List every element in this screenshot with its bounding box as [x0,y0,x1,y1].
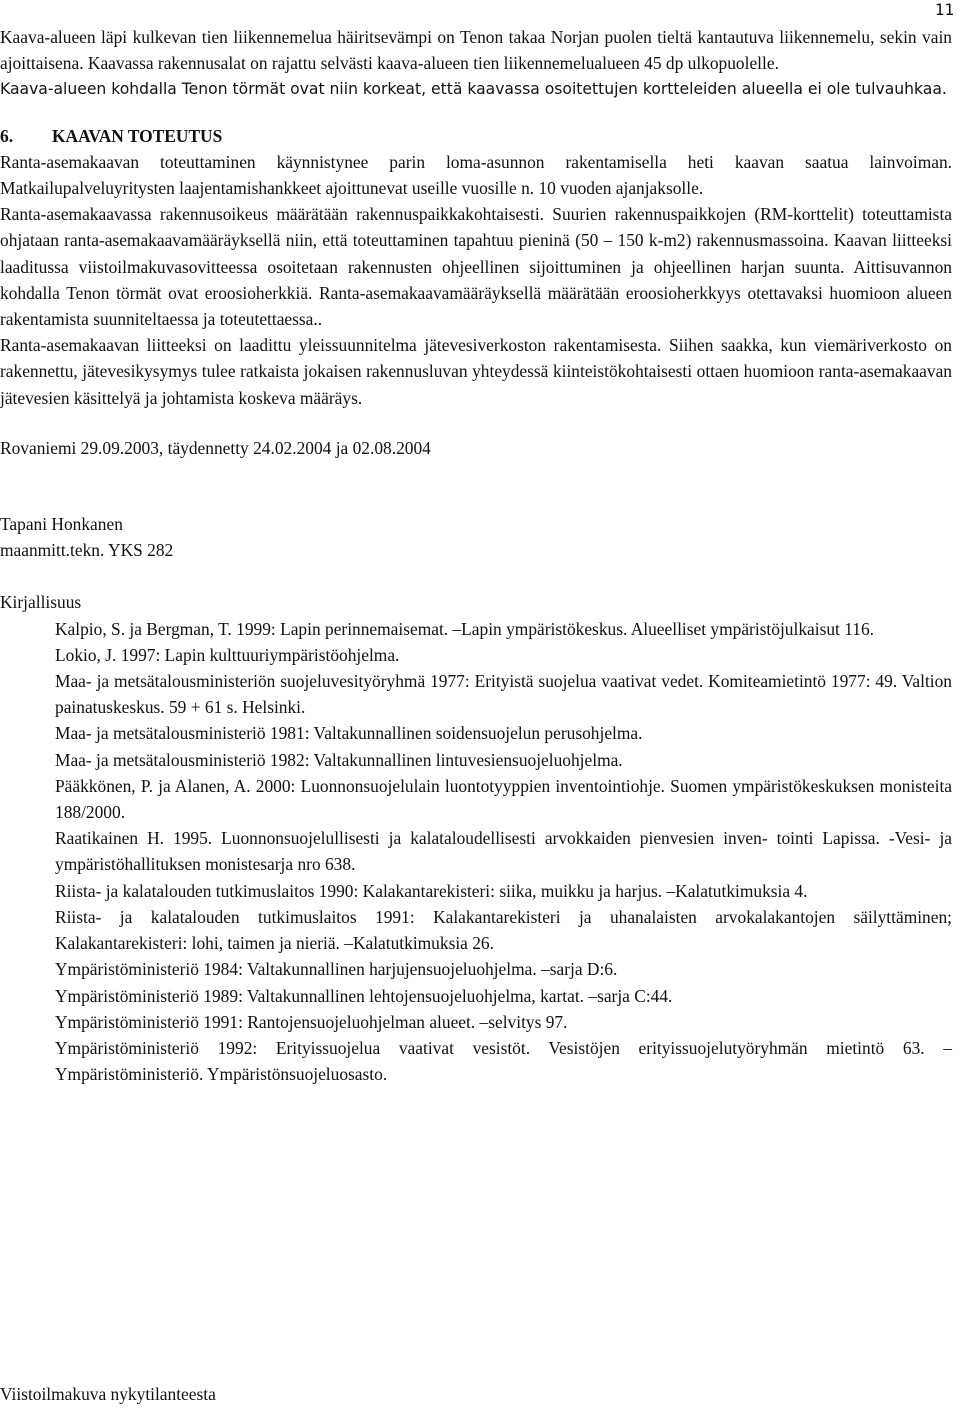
reference-item: Ympäristöministeriö 1991: Rantojensuojeluohjelman alueet. –selvitys 97. [55,1011,568,1032]
date-line: Rovaniemi 29.09.2003, täydennetty 24.02.2004 ja 02.08.2004 [0,437,431,458]
section-number: 6. [0,125,14,146]
reference-item: Ympäristöministeriö 1984: Valtakunnallinen harjujensuojeluohjelma. –sarja D:6. [55,959,618,980]
references-section [0,589,952,1087]
signature-block [0,511,952,563]
signature-name: Tapani Honkanen [0,514,123,535]
reference-item: Maa- ja metsätalousministeriön suojeluvesityöryhmä 1977: Erityistä suojelua vaativat vedet. Komiteamietintö 1977: 49. Valtion painatuskeskus. 59 + 61 s. Helsinki. [55,671,952,718]
intro-paragraph-flood: Kaava-alueen kohdalla Tenon törmät ovat niin korkeat, että kaavassa osoitettujen kortteleiden alueella ei ole tulvauhkaa. [0,80,947,99]
image-caption: Viistoilmakuva nykytilanteesta [0,1384,216,1404]
reference-item: Ympäristöministeriö 1989: Valtakunnallinen lehtojensuojeluohjelma, kartat. –sarja C:44. [55,985,673,1006]
reference-item: Lokio, J. 1997: Lapin kulttuuriympäristöohjelma. [55,644,400,665]
reference-item: Maa- ja metsätalousministeriö 1981: Valtakunnallinen soidensuojelun perusohjelma. [55,723,643,744]
reference-item: Maa- ja metsätalousministeriö 1982: Valtakunnallinen lintuvesiensuojeluohjelma. [55,749,623,770]
section-paragraph-implementation: Ranta-asemakaavan toteuttaminen käynnistynee parin loma-asunnon rakentamisella heti kaavan saatua lainvoiman. Matkailupalveluyritysten laajentamishankkeet ajoittunevat useille vuosille n. 10 vuoden ajanjaksolle. [0,151,952,199]
references-list [55,616,952,1088]
reference-item: Kalpio, S. ja Bergman, T. 1999: Lapin perinnemaisemat. –Lapin ympäristökeskus. Alueelliset ympäristöjulkaisut 116. [55,618,874,639]
document-body [0,24,952,1087]
intro-paragraph-noise: Kaava-alueen läpi kulkevan tien liikennemelua häiritsevämpi on Tenon takaa Norjan puolen tieltä kantautuva liikennemelu, sekin vain ajoittaisena. Kaavassa rakennusalat on rajattu selvästi kaava-alueen tien liikennemelualueen 45 dp ulkopuolelle. [0,27,952,74]
section-title: KAAVAN TOTEUTUS [52,125,223,146]
reference-item: Riista- ja kalatalouden tutkimuslaitos 1991: Kalakantarekisteri ja uhanalaisten arvokalakantojen säilyttäminen; Kalakantarekisteri: lohi, taimen ja nieriä. –Kalatutkimuksia 26. [55,906,952,954]
references-heading: Kirjallisuus [0,592,82,613]
section-heading [0,123,952,149]
section-paragraph-wastewater: Ranta-asemakaavan liitteeksi on laadittu yleissuunnitelma jätevesiverkoston rakentamisesta. Siihen saakka, kun viemäriverkosto on rakennettu, jätevesikysymys tulee ratkaista jokaisen rakennusluvan yhteydessä kiinteistökohtaisesti ottaen huomioon ranta-asemakaavan jätevesien käsittelyä ja johtamista koskeva määräys. [0,335,952,408]
reference-item: Pääkkönen, P. ja Alanen, A. 2000: Luonnonsuojelulain luontotyyppien inventointiohje. Suomen ympäristökeskuksen monisteita 188/2000. [55,775,952,823]
reference-item: Riista- ja kalatalouden tutkimuslaitos 1990: Kalakantarekisteri: siika, muikku ja harjus. –Kalatutkimuksia 4. [55,880,808,901]
section-paragraph-building-rights: Ranta-asemakaavassa rakennusoikeus määrätään rakennuspaikkakohtaisesti. Suurien rakennuspaikkojen (RM-korttelit) toteuttamista ohjataan ranta-asemakaavamääräyksellä niin, että toteuttaminen tapahtuu pieninä (50 – 150 k-m2) rakennusmassoina. Kaavan liitteeksi laaditussa viistoilmakuvasovitteessa osoitetaan rakennusten ohjeellinen sijoittuminen ja ohjeellinen harjan suunta. Aittisuvannon kohdalla Tenon törmät ovat eroosioherkkiä. Ranta-asemakaavamääräyksellä määrätään eroosioherkkyys otettavaksi huomioon alueen rakentamista suunniteltaessa ja toteutettaessa.. [0,204,952,330]
reference-item: Ympäristöministeriö 1992: Erityissuojelua vaativat vesistöt. Vesistöjen erityissuojelutyöryhmän mietintö 63. –Ympäristöministeriö. Ympäristönsuojeluosasto. [55,1037,952,1085]
page-number: 11 [934,0,954,19]
signature-title: maanmitt.tekn. YKS 282 [0,540,174,561]
reference-item: Raatikainen H. 1995. Luonnonsuojelullisesti ja kalataloudellisesti arvokkaiden pienvesien inven- tointi Lapissa. -Vesi- ja ympäristöhallituksen monistesarja nro 638. [55,828,952,875]
